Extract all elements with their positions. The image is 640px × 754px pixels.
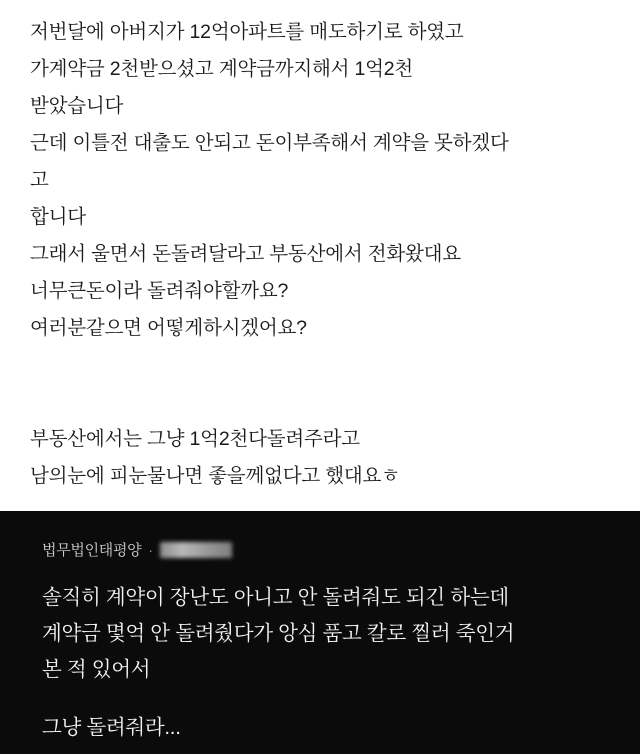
comment-block (0, 511, 640, 754)
comment-author[interactable]: 법무법인태평양 (42, 542, 142, 559)
post-blank-line (30, 347, 610, 384)
comment-header (42, 539, 608, 560)
post-blank-line (30, 384, 610, 421)
post-line: 근데 이틀전 대출도 안되고 돈이부족해서 계약을 못하겠다 (30, 132, 509, 154)
comment-separator: · (148, 541, 154, 558)
post-line: 받았습니다 (30, 95, 124, 117)
post-line: 남의눈에 피눈물나면 좋을께없다고 했대요ㅎ (30, 465, 400, 487)
post-line: 여러분같으면 어떻게하시겠어요? (30, 317, 307, 339)
comment-line: 계약금 몇억 안 돌려줬다가 앙심 품고 칼로 찔러 죽인거 (42, 622, 515, 645)
post-line: 부동산에서는 그냥 1억2천다돌려주라고 (30, 428, 360, 450)
comment-line: 본 적 있어서 (42, 658, 151, 681)
post-line: 합니다 (30, 206, 86, 228)
redacted-meta (160, 542, 232, 558)
comment-blank-line (42, 688, 608, 710)
comment-line: 솔직히 계약이 장난도 아니고 안 돌려줘도 되긴 하는데 (42, 586, 509, 609)
post-line: 너무큰돈이라 돌려줘야할까요? (30, 280, 289, 302)
post-line: 그래서 울면서 돈돌려달라고 부동산에서 전화왔대요 (30, 243, 461, 265)
post-line: 가계약금 2천받으셨고 계약금까지해서 1억2천 (30, 58, 414, 80)
comment-line: 그냥 돌려줘라... (42, 716, 181, 739)
post-line: 저번달에 아버지가 12억아파트를 매도하기로 하였고 (30, 21, 464, 43)
comment-text (42, 580, 608, 746)
post-line: 고 (30, 169, 49, 191)
